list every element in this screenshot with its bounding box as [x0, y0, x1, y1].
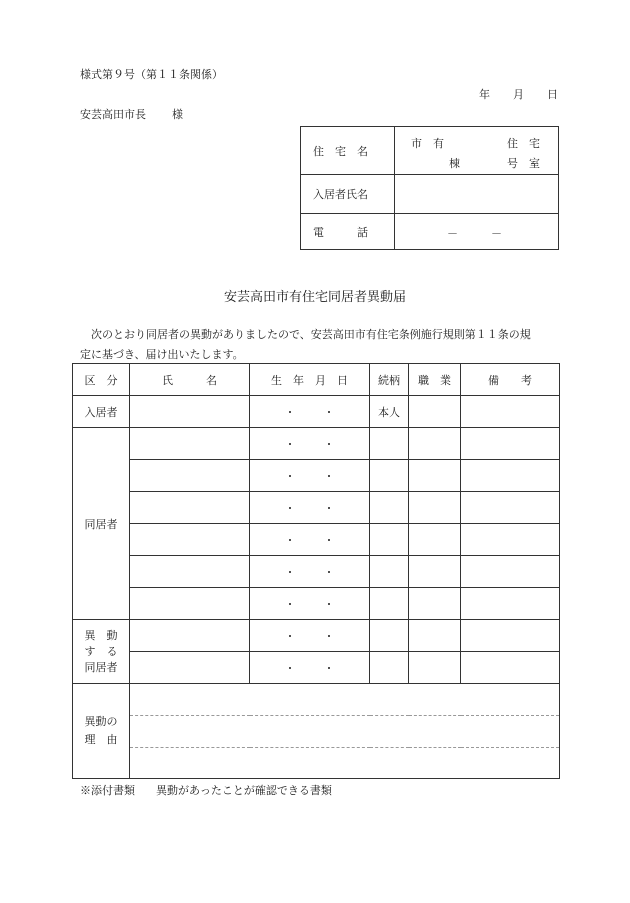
tenant-name-field[interactable]: [395, 175, 559, 214]
name-cell[interactable]: [130, 620, 250, 652]
housing-label: 住 宅 名: [301, 127, 395, 175]
reason-label: 異動の 理 由: [73, 684, 130, 779]
phone-separator: －: [491, 226, 502, 240]
name-cell[interactable]: [130, 588, 250, 620]
birthdate-cell[interactable]: ・ ・: [250, 588, 370, 620]
header-relation: 続柄: [370, 364, 409, 396]
attachment-label: ※添付書類: [80, 784, 135, 797]
remarks-cell[interactable]: [461, 556, 560, 588]
date-month-label: 月: [513, 88, 524, 101]
name-cell[interactable]: [130, 396, 250, 428]
housing-value: [395, 127, 559, 175]
header-birthdate: 生 年 月 日: [250, 364, 370, 396]
housing-room: 号 室: [507, 156, 540, 170]
occupation-cell[interactable]: [409, 652, 461, 684]
remarks-cell[interactable]: [461, 524, 560, 556]
remarks-cell[interactable]: [461, 588, 560, 620]
table-row: [73, 588, 560, 620]
relation-cell[interactable]: [370, 460, 409, 492]
relation-cell[interactable]: [370, 556, 409, 588]
remarks-cell[interactable]: [461, 396, 560, 428]
relation-cell[interactable]: [370, 524, 409, 556]
name-cell[interactable]: [130, 460, 250, 492]
remarks-cell[interactable]: [461, 428, 560, 460]
reason-line[interactable]: [130, 748, 560, 779]
reason-row: [73, 684, 560, 716]
addressee-honorific: 様: [172, 108, 183, 121]
page-title: 安芸高田市有住宅同居者異動届: [223, 290, 406, 305]
birthdate-cell[interactable]: ・ ・: [250, 652, 370, 684]
table-row: [73, 556, 560, 588]
name-cell[interactable]: [130, 652, 250, 684]
header-category: 区 分: [73, 364, 130, 396]
remarks-cell[interactable]: [461, 652, 560, 684]
cohabitant-table: [72, 363, 560, 779]
table-row: [73, 652, 560, 684]
intro-line-1: 次のとおり同居者の異動がありましたので、安芸高田市有住宅条例施行規則第１１条の規: [91, 328, 531, 341]
date-day-label: 日: [547, 88, 558, 101]
header-name: 氏 名: [130, 364, 250, 396]
table-row: [73, 492, 560, 524]
tenant-label: 入居者: [73, 396, 130, 428]
table-row: [73, 524, 560, 556]
name-cell[interactable]: [130, 492, 250, 524]
addressee: 安芸高田市長: [80, 108, 146, 121]
name-cell[interactable]: [130, 428, 250, 460]
occupation-cell[interactable]: [409, 620, 461, 652]
occupation-cell[interactable]: [409, 460, 461, 492]
header-occupation: 職 業: [409, 364, 461, 396]
reason-row: [73, 716, 560, 748]
phone-separator: －: [447, 226, 458, 240]
date-year-label: 年: [479, 88, 490, 101]
housing-housing: 住 宅: [507, 136, 540, 150]
birthdate-cell[interactable]: ・ ・: [250, 492, 370, 524]
occupation-cell[interactable]: [409, 428, 461, 460]
housing-city-owned: 市 有: [411, 136, 444, 150]
relation-cell: 本人: [370, 396, 409, 428]
occupation-cell[interactable]: [409, 556, 461, 588]
intro-line-2: 定に基づき、届け出いたします。: [80, 348, 244, 361]
birthdate-cell[interactable]: ・ ・: [250, 620, 370, 652]
remarks-cell[interactable]: [461, 620, 560, 652]
relation-cell[interactable]: [370, 652, 409, 684]
occupation-cell[interactable]: [409, 588, 461, 620]
header-remarks: 備 考: [461, 364, 560, 396]
attachment-text: 異動があったことが確認できる書類: [156, 784, 332, 797]
occupation-cell[interactable]: [409, 396, 461, 428]
form-number: 様式第９号（第１１条関係）: [80, 68, 223, 81]
relation-cell[interactable]: [370, 620, 409, 652]
remarks-cell[interactable]: [461, 460, 560, 492]
tenant-name-label: 入居者氏名: [301, 175, 395, 214]
reason-line[interactable]: [130, 716, 560, 748]
housing-building: 棟: [449, 156, 460, 170]
birthdate-cell[interactable]: ・ ・: [250, 396, 370, 428]
table-row: [73, 428, 560, 460]
reason-row: [73, 748, 560, 779]
phone-label: 電 話: [301, 214, 395, 250]
occupation-cell[interactable]: [409, 492, 461, 524]
table-row: [73, 460, 560, 492]
table-row: [73, 396, 560, 428]
relation-cell[interactable]: [370, 492, 409, 524]
applicant-box: [300, 126, 559, 250]
cohabitant-label: 同居者: [73, 428, 130, 620]
birthdate-cell[interactable]: ・ ・: [250, 524, 370, 556]
table-row: [73, 620, 560, 652]
relation-cell[interactable]: [370, 588, 409, 620]
name-cell[interactable]: [130, 524, 250, 556]
relation-cell[interactable]: [370, 428, 409, 460]
reason-line[interactable]: [130, 684, 560, 716]
occupation-cell[interactable]: [409, 524, 461, 556]
moving-cohabitant-label: 異 動 す る 同居者: [73, 620, 130, 684]
phone-field[interactable]: [395, 214, 559, 250]
birthdate-cell[interactable]: ・ ・: [250, 428, 370, 460]
name-cell[interactable]: [130, 556, 250, 588]
birthdate-cell[interactable]: ・ ・: [250, 556, 370, 588]
remarks-cell[interactable]: [461, 492, 560, 524]
birthdate-cell[interactable]: ・ ・: [250, 460, 370, 492]
